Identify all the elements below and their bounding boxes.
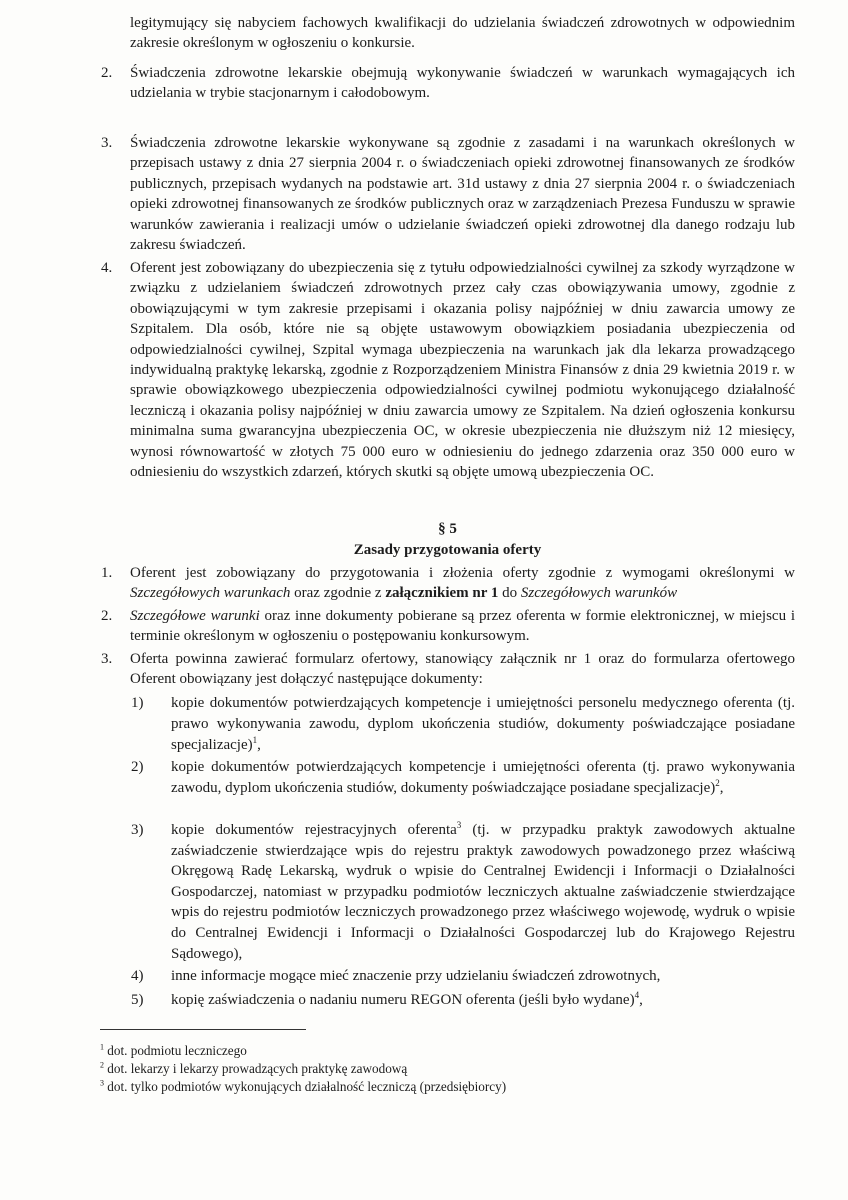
text: kopie dokumentów rejestracyjnych oferenta [171, 822, 457, 838]
footnote-text: dot. tylko podmiotów wykonujących działalność leczniczą (przedsiębiorcy) [107, 1079, 507, 1094]
text: Oferent jest zobowiązany do przygotowania i złożenia oferty zgodnie z wymogami określonymi w [130, 565, 795, 581]
subitem-4: inne informacje mogące mieć znaczenie przy udzielaniu świadczeń zdrowotnych, [171, 968, 661, 984]
section-symbol: § 5 [438, 521, 457, 537]
text: kopie dokumentów potwierdzających kompetencje i umiejętności personelu medycznego oferenta (tj. prawo wykonywania zawodu, dyplom ukończenia studiów, dokumenty poświadczające posiadane specjalizacje) [171, 695, 795, 753]
item-number: 2. [101, 65, 113, 81]
italic-text: Szczegółowych warunków [520, 585, 678, 602]
paragraph-s5-item-2 [130, 606, 795, 647]
paragraph-item-4: Oferent jest zobowiązany do ubezpieczenia się z tytułu odpowiedzialności cywilnej za szkody wyrządzone w związku z udzielaniem świadczeń zdrowotnych przez cały czas obowiązywania umowy, zgodnie z obowiązującymi w tym zakresie przepisami i okazania polisy najpóźniej w dniu zawarcia umowy ze Szpitalem. Dla osób, które nie są objęte ustawowym obowiązkiem posiadania ubezpieczenia od odpowiedzialności cywilnej, Szpital wymaga ubezpieczenia na warunkach jak dla lekarza prowadzącego indywidualną praktykę lekarską, zgodnie z Rozporządzeniem Ministra Finansów z dnia 29 kwietnia 2019 r. w sprawie obowiązkowego ubezpieczenia odpowiedzialności cywilnej podmiotu wykonującego działalność leczniczą i okazania polisy najpóźniej w dniu zawarcia umowy ze Szpitalem. Na dzień ogłoszenia konkursu minimalna suma gwarancyjna ubezpieczenia OC, w okresie ubezpieczenia nie dłuższym niż 12 miesięcy, wynosi równowartość w złotych 75 000 euro w odniesieniu do jednego zdarzenia oraz 350 000 euro w odniesieniu do wszystkich zdarzeń, których skutki są objęte umową ubezpieczenia OC. [130, 260, 795, 481]
subitem-number: 2) [131, 759, 144, 775]
text: kopię zaświadczenia o nadaniu numeru REGON oferenta (jeśli było wydane) [171, 992, 635, 1008]
text: (tj. w przypadku praktyk zawodowych aktualne zaświadczenie stwierdzające wpis do rejestru praktyk zawodowych powadzonego przez właściwą Okręgową Radę Lekarską, wydruk o wpisie do Centralnej Ewidencji i Informacji o Działalności Gospodarczej, natomiast w przypadku podmiotów leczniczych aktualne zaświadczenie stwierdzające wpis do rejestru podmiotów leczniczych prowadzonego przez właściwego wojewodę, wydruk o wpisie do Centralnej Ewidencji i Informacji o Działalności Gospodarczej lub do Krajowego Rejestru Sądowego), [171, 822, 795, 962]
paragraph-s5-item-1 [130, 563, 795, 604]
subitem-3 [171, 820, 795, 964]
subitem-number: 3) [131, 822, 144, 838]
text: oraz zgodnie z [290, 585, 386, 602]
footnote-1 [100, 1042, 247, 1059]
item-number: 4. [101, 260, 113, 276]
footnote-separator [100, 1029, 306, 1030]
paragraph-s5-item-3: Oferta powinna zawierać formularz ofertowy, stanowiący załącznik nr 1 oraz do formularza ofertowego Oferent obowiązany jest dołączyć następujące dokumenty: [130, 651, 795, 688]
footnote-2 [100, 1060, 407, 1077]
paragraph-continuation: legitymujący się nabyciem fachowych kwalifikacji do udzielania świadczeń zdrowotnych w odpowiednim zakresie określonym w ogłoszeniu o konkursie. [130, 15, 795, 52]
footnote-number: 3 [100, 1078, 104, 1088]
text: , [719, 780, 724, 796]
subitem-2 [171, 757, 795, 799]
footnote-text: dot. lekarzy i lekarzy prowadzących praktykę zawodową [107, 1061, 408, 1076]
item-number: 3. [101, 651, 113, 667]
italic-text: Szczegółowe warunki [130, 608, 260, 624]
item-number: 3. [101, 135, 113, 151]
paragraph-item-2: Świadczenia zdrowotne lekarskie obejmują wykonywanie świadczeń w warunkach wymagających ich udzielania w trybie stacjonarnym i całodobowym. [130, 65, 795, 102]
item-number: 1. [101, 565, 113, 581]
item-number: 2. [101, 608, 113, 624]
subitem-number: 4) [131, 968, 144, 984]
text: oraz inne dokumenty pobierane są przez oferenta w formie elektronicznej, w miejscu i terminie określonym w ogłoszeniu o postępowaniu konkursowym. [130, 608, 795, 645]
footnote-number: 1 [100, 1042, 104, 1052]
footnote-text: dot. podmiotu leczniczego [107, 1043, 247, 1058]
subitem-1 [171, 693, 795, 756]
text: , [257, 737, 261, 753]
text: kopie dokumentów potwierdzających kompetencje i umiejętności oferenta (tj. prawo wykonywania zawodu, dyplom ukończenia studiów, dokumenty poświadczające posiadane specjalizacje) [171, 759, 795, 796]
subitem-number: 1) [131, 695, 144, 711]
footnote-3 [100, 1078, 506, 1095]
text: , [639, 992, 643, 1008]
footnote-ref: 4 [634, 990, 640, 1000]
footnote-ref: 2 [715, 778, 720, 788]
section-title: Zasady przygotowania oferty [353, 542, 542, 558]
subitem-5 [171, 990, 795, 1010]
footnote-ref: 1 [252, 735, 258, 745]
bold-text: załącznikiem nr 1 [385, 585, 499, 602]
footnote-number: 2 [100, 1060, 104, 1070]
subitem-number: 5) [131, 992, 144, 1008]
footnote-ref: 3 [456, 820, 462, 830]
text: do [498, 585, 521, 602]
italic-text: Szczegółowych warunkach [130, 585, 291, 602]
paragraph-item-3: Świadczenia zdrowotne lekarskie wykonywane są zgodnie z zasadami i na warunkach określonych w przepisach ustawy z dnia 27 sierpnia 2004 r. o świadczeniach opieki zdrowotnej finansowanych ze środków publicznych, przepisach wydanych na podstawie art. 31d ustawy z dnia 27 sierpnia 2004 r. o świadczeniach opieki zdrowotnej finansowanych ze środków publicznych oraz w zarządzeniach Prezesa Funduszu w sprawie warunków zawierania i realizacji umów o udzielanie świadczeń opieki zdrowotnej dla danego rodzaju lub zakresu świadczeń. [130, 135, 795, 254]
